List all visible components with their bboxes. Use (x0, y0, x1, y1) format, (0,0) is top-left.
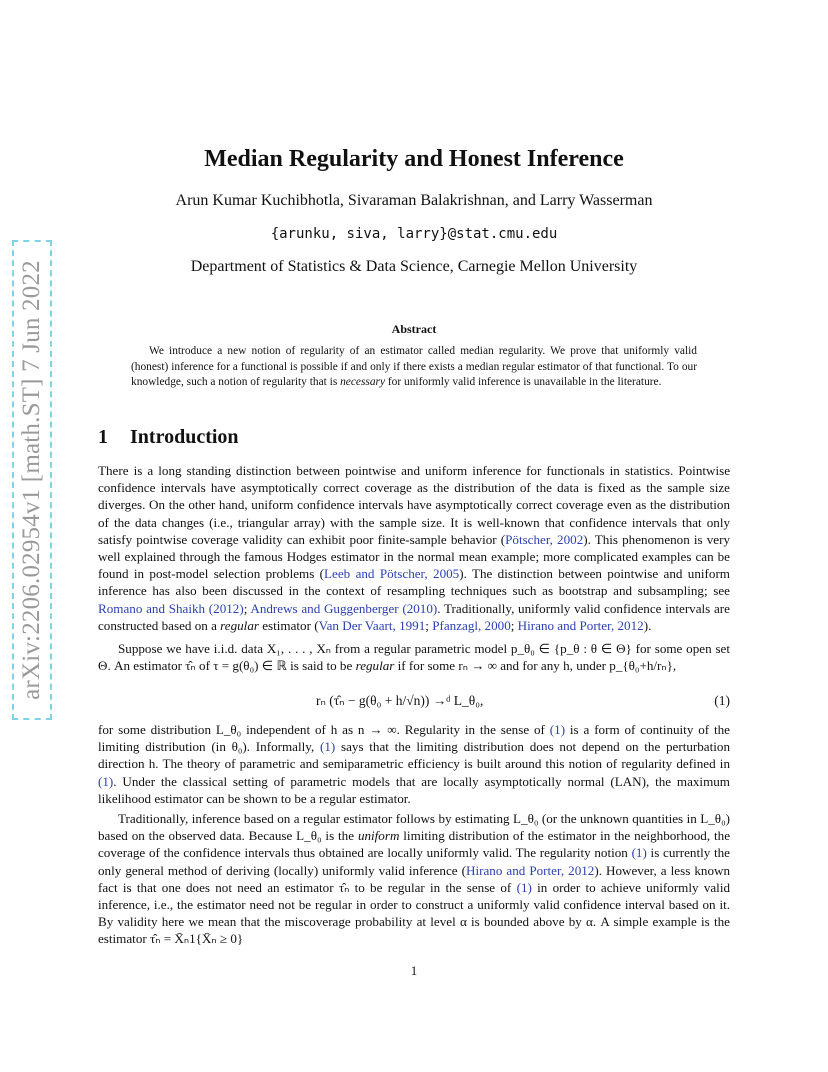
equation-ref-link[interactable]: (1) (631, 845, 647, 861)
equation-number: (1) (714, 693, 730, 708)
paragraph-2: Suppose we have i.i.d. data X₁, . . . , Xₙ from a regular parametric model p_θ₀ ∈ {p_θ : θ ∈ Θ} for some open set Θ. An estimator τ̂ₙ of τ = g(θ₀) ∈ ℝ is said to be regular if for some rₙ → ∞ and for any h, under p_{θ₀+h/rₙ}, (98, 641, 730, 674)
section-heading (98, 426, 239, 449)
arxiv-identifier: arXiv:2206.02954v1 [math.ST] 7 Jun 2022 (18, 260, 45, 700)
citation-link[interactable]: Andrews and Guggenberger (2010) (250, 600, 438, 616)
equation-ref-link[interactable]: (1) (98, 773, 114, 789)
citation-link[interactable]: Pfanzagl, 2000 (432, 617, 511, 633)
author-list: Arun Kumar Kuchibhotla, Sivaraman Balakrishnan, and Larry Wasserman (175, 192, 653, 209)
author-emails (0, 225, 828, 243)
paragraph-4: Traditionally, inference based on a regular estimator follows by estimating L_θ₀ (or the unknown quantities in L_θ₀) based on the observed data. Because L_θ₀ is the uniform limiting distribution of the estimator in the neighborhood, the coverage of the confidence intervals thus obtained are locally uniformly valid. The regularity notion (1) is currently the only general method of deriving (locally) uniformly valid inference (Hirano and Porter, 2012). However, a less known fact is that one does not need an estimator τ̂ₙ to be regular in the sense of (1) in order to achieve uniformly valid inference, i.e., the estimator need not be regular in order to construct a uniformly valid confidence interval based on it. By validity here we mean that the miscoverage probability at level α is bounded above by α. A simple example is the estimator τ̂ₙ = X̄ₙ1{X̄ₙ ≥ 0} (98, 811, 731, 947)
page-number: 1 (410, 963, 418, 978)
section-title: Introduction (130, 426, 239, 448)
equation-ref-link[interactable]: (1) (516, 879, 532, 895)
paragraph-3: for some distribution L_θ₀ independent of h as n → ∞. Regularity in the sense of (1) is a form of continuity of the limiting distribution (in θ₀). Informally, (1) says that the limiting distribution does not depend on the perturbation direction h. The theory of parametric and semiparametric efficiency is built around this notion of regularity defined in (1). Under the classical setting of parametric models that are locally asymptotically normal (LAN), the maximum likelihood estimator can be shown to be a regular estimator. (98, 722, 730, 806)
citation-link[interactable]: Pötscher, 2002 (505, 531, 584, 547)
citation-link[interactable]: Hirano and Porter, 2012 (517, 617, 644, 633)
equation-ref-link[interactable]: (1) (319, 739, 336, 755)
citation-link[interactable]: Leeb and Pötscher, 2005 (324, 566, 460, 582)
affiliation: Department of Statistics & Data Science, Carnegie Mellon University (190, 258, 638, 275)
abstract-emphasis: necessary (340, 376, 386, 389)
equation-ref-link[interactable]: (1) (549, 722, 566, 737)
paragraph-1: There is a long standing distinction between pointwise and uniform inference for functionals in statistics. Pointwise confidence intervals have asymptotically correct coverage as the distribution of the data is fixed as the sample size diverges. On the other hand, uniform confidence intervals have asymptotically correct coverage even as the distribution of the data changes (i.e., triangular array) with the sample size. It is well-known that confidence intervals that only satisfy pointwise coverage validity can exhibit poor finite-sample behavior (Pötscher, 2002). This phenomenon is very well explained through the famous Hodges estimator in the normal mean example; more complicated examples can be found in post-model selection problems (Leeb and Pötscher, 2005). The distinction between pointwise and uniform inference has also been discussed in the context of resampling techniques such as bootstrap and subsampling; see Romano and Shaikh (2012); Andrews and Guggenberger (2010). Traditionally, uniformly valid confidence intervals are constructed based on a regular estimator (Van Der Vaart, 1991; Pfanzagl, 2000; Hirano and Porter, 2012). (98, 463, 730, 633)
paper-title: Median Regularity and Honest Inference (204, 146, 624, 172)
citation-link[interactable]: Romano and Shaikh (2012) (98, 600, 244, 616)
citation-link[interactable]: Van Der Vaart, 1991 (318, 617, 426, 633)
email-text: {arunku, siva, larry}@stat.cmu.edu (270, 226, 558, 242)
abstract-text: We introduce a new notion of regularity of an estimator called median regularity. We prove that uniformly valid (honest) inference for a functional is possible if and only if there exists a median regular estimator of that functional. To our knowledge, such a notion of regularity that is necessary for uniformly valid inference is unavailable in the literature. (131, 345, 697, 389)
display-equation (98, 693, 730, 713)
section-number: 1 (98, 426, 108, 448)
equation-expression: rₙ (τ̂ₙ − g(θ₀ + h/√n)) →ᵈ L_θ₀, (316, 693, 484, 708)
citation-link[interactable]: Hirano and Porter, 2012 (466, 862, 595, 878)
arxiv-side-stamp (12, 240, 52, 720)
abstract-heading: Abstract (391, 322, 437, 336)
